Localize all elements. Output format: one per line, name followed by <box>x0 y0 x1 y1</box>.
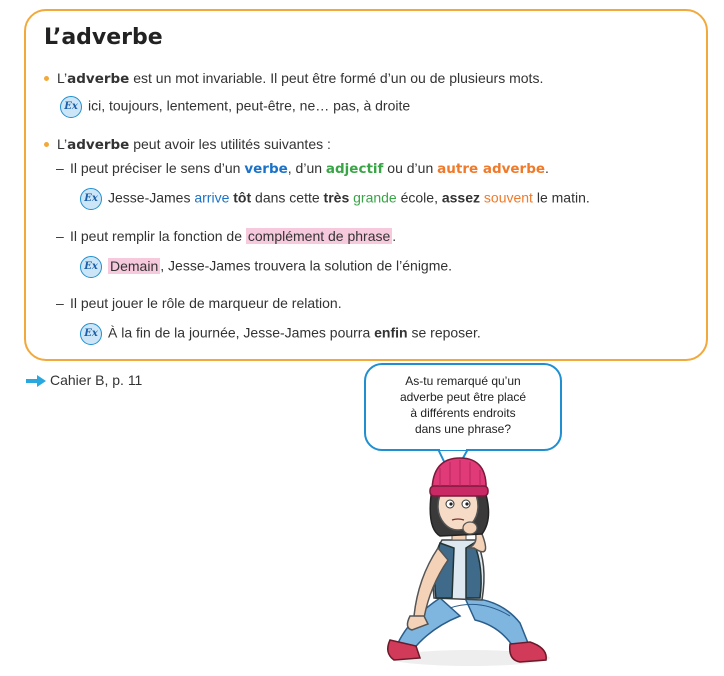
keyword-adverbe: adverbe <box>67 137 130 153</box>
sub-point-3 <box>56 295 342 311</box>
keyword-adjectif: adjectif <box>325 161 384 177</box>
keyword-autre-adverbe: autre adverbe <box>437 161 546 177</box>
text: , Jesse-James trouvera la solution de l’énigme. <box>160 257 453 274</box>
text: L’ <box>57 136 68 152</box>
dash: – <box>56 228 64 244</box>
word-autre-adverbe: souvent <box>483 189 533 206</box>
example-text: ici, toujours, lentement, peut-être, ne… pas, à droite <box>88 97 411 114</box>
text: école, <box>396 189 442 206</box>
text: le matin. <box>532 189 590 206</box>
arrow-right-icon <box>26 375 46 387</box>
keyword-verbe: verbe <box>244 161 288 177</box>
example-4 <box>80 323 481 345</box>
sub-point-2 <box>56 228 396 244</box>
example-3 <box>80 256 452 278</box>
text: peut avoir les utilités suivantes : <box>129 136 331 152</box>
word-adverbe: très <box>323 189 350 206</box>
example-2 <box>80 188 590 210</box>
bubble-line: dans une phrase? <box>414 422 512 436</box>
rule-point-1 <box>44 70 543 87</box>
text: Il peut jouer le rôle de marqueur de relation. <box>70 295 342 311</box>
text: est un mot invariable. Il peut être formé d’un ou de plusieurs mots. <box>129 70 544 86</box>
dash: – <box>56 295 64 311</box>
keyword-adverbe: adverbe <box>67 71 130 87</box>
jesse-james-character-illustration <box>370 448 570 673</box>
bullet-icon <box>44 76 49 81</box>
text: . <box>392 228 397 244</box>
text: Jesse-James <box>108 189 195 206</box>
cahier-reference <box>26 372 142 388</box>
text: dans cette <box>251 189 324 206</box>
word-marqueur: enfin <box>374 324 408 341</box>
sub-point-1 <box>56 160 549 177</box>
bubble-line: à différents endroits <box>410 406 516 420</box>
bubble-line: adverbe peut être placé <box>399 390 527 404</box>
example-icon: Ex <box>80 188 102 210</box>
text: ou d’un <box>383 160 438 176</box>
speech-bubble <box>364 363 562 451</box>
bubble-line: As-tu remarqué qu’un <box>405 374 521 388</box>
example-1 <box>60 96 410 118</box>
dash: – <box>56 160 64 176</box>
text: . <box>545 160 549 176</box>
example-icon: Ex <box>80 323 102 345</box>
word-complement: Demain <box>110 257 159 274</box>
text: L’ <box>57 70 68 86</box>
cahier-text: Cahier B, p. 11 <box>50 372 143 388</box>
word-adjectif: grande <box>353 189 397 206</box>
example-icon: Ex <box>60 96 82 118</box>
text: , d’un <box>287 160 326 176</box>
example-icon: Ex <box>80 256 102 278</box>
text: À la fin de la journée, Jesse-James pourra <box>108 324 375 341</box>
page-title: L’adverbe <box>44 25 163 50</box>
bullet-icon <box>44 142 49 147</box>
rule-box <box>24 9 708 361</box>
word-adverbe: tôt <box>233 189 252 206</box>
text: Il peut préciser le sens d’un <box>70 160 245 176</box>
text: Il peut remplir la fonction de <box>70 228 246 244</box>
rule-point-2 <box>44 136 331 153</box>
highlight-complement: complément de phrase <box>247 228 391 244</box>
word-adverbe: assez <box>441 189 481 206</box>
word-verbe: arrive <box>194 189 230 206</box>
text: se reposer. <box>407 324 481 341</box>
